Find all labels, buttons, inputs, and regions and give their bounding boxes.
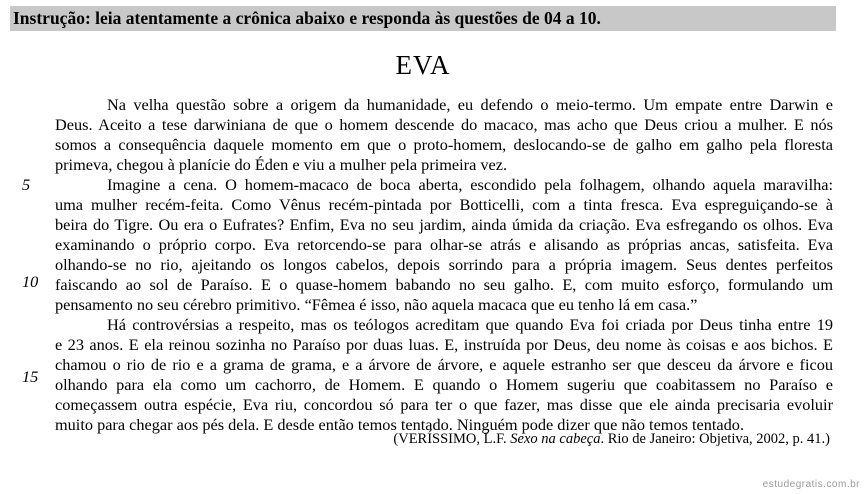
text-line: pensamento no seu cérebro primitivo. “Fêmea é isso, não aquela macaca que eu tenho lá em casa.”: [55, 295, 698, 314]
text-line: primeva, chegou à planície do Éden e viu a mulher pela primeira vez.: [55, 155, 508, 174]
text-line: chamou o rio de rio e a grama de grama, e a árvore de árvore, e aquele estranho ser que desceu da árvore e ficou: [55, 355, 833, 374]
text-line: uma mulher recém-feita. Como Vênus recém-pintada por Botticelli, com a tinta fresca. Eva espreguiçando-se à: [55, 195, 833, 214]
text-line: olhando para ela como um cachorro, de Homem. E quando o Homem sugeriu que coabitassem no Paraíso e: [55, 375, 833, 394]
chronicle-text: [55, 95, 833, 435]
citation: [393, 431, 830, 448]
text-line: examinando o próprio corpo. Eva retorcendo-se para olhar-se atrás e alisando as próprias ancas, satisfeita. Eva: [55, 235, 833, 254]
text-line: Imagine a cena. O homem-macaco de boca aberta, escondido pela folhagem, olhando aquela maravilha:: [107, 175, 833, 194]
text-line: olhando-se no rio, ajeitando os longos cabelos, depois sorrindo para a própria imagem. Seus dentes perfeitos: [55, 255, 833, 274]
citation-book-title: Sexo na cabeça: [510, 431, 601, 447]
instruction-text: Instrução: leia atentamente a crônica abaixo e responda às questões de 04 a 10.: [13, 8, 601, 28]
text-line: beira do Tigre. Ou era o Eufrates? Enfim, Eva no seu jardim, ainda úmida da criação. Eva esfregando os olhos. Eva: [55, 215, 833, 234]
chronicle-title: EVA: [395, 50, 451, 80]
text-line: Deus. Aceito a tese darwiniana de que o homem descende do macaco, mas acho que Deus criou a mulher. E nós: [55, 115, 833, 134]
text-line: muito para chegar aos pés dela. E desde então temos tentado. Ninguém pode dizer que não temos tentado.: [55, 415, 745, 434]
text-line: Há controvérsias a respeito, mas os teólogos acreditam que quando Eva foi criada por Deus tinha entre 19: [107, 315, 833, 334]
text-line: Na velha questão sobre a origem da humanidade, eu defendo o meio-termo. Um empate entre Darwin e: [107, 95, 833, 114]
line-number: 5: [22, 175, 31, 194]
line-number: 10: [22, 272, 39, 291]
text-line: e 23 anos. E ela reinou sozinha no Paraíso por duas luas. E, instruída por Deus, deu nome às coisas e aos bichos. E: [55, 335, 833, 354]
line-number: 15: [22, 367, 39, 386]
text-line: começassem outra espécie, Eva riu, concordou só para ter o que fazer, mas disse que ele ainda precisaria evoluir: [55, 395, 833, 414]
text-line: faiscando ao sol de Paraíso. E o quase-homem babando no seu galho. E, com muito esforço, formulando um: [55, 275, 833, 294]
citation-suffix: . Rio de Janeiro: Objetiva, 2002, p. 41.): [600, 431, 830, 447]
instruction-bar: [10, 6, 836, 31]
watermark: estudegratis.com.br: [762, 479, 860, 490]
text-line: somos a consequência daquele momento em que o proto-homem, deslocando-se de galho em galho pela floresta: [55, 135, 833, 154]
citation-prefix: (VERÍSSIMO, L.F.: [393, 431, 511, 447]
